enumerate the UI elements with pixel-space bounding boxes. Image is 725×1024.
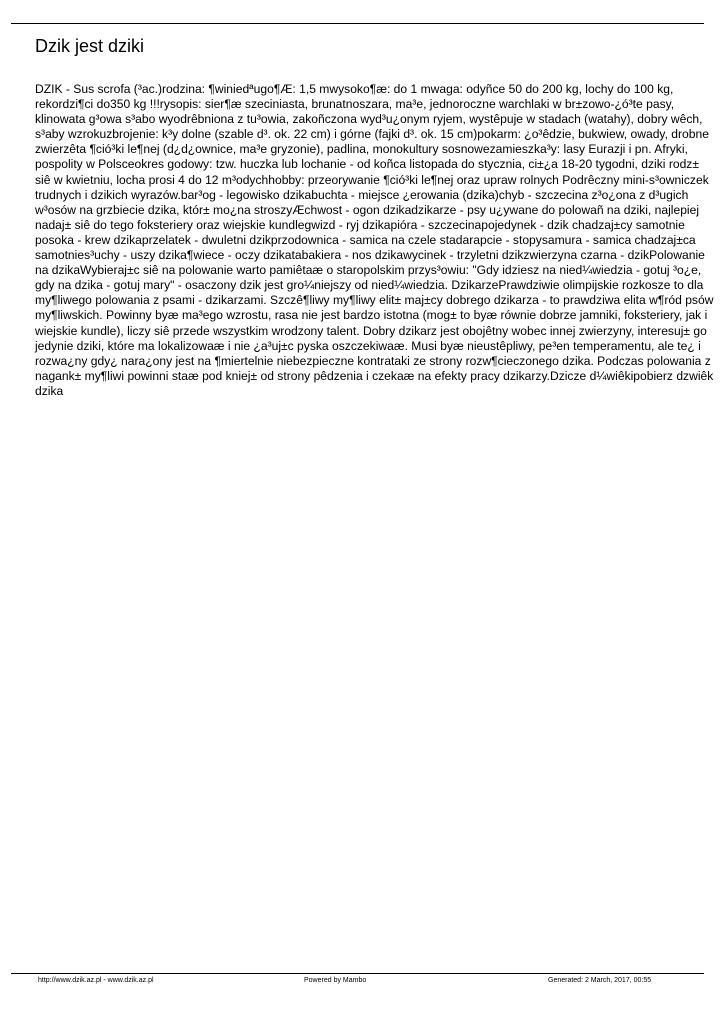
footer-site-url: http://www.dzik.az.pl - www.dzik.az.pl bbox=[38, 977, 154, 984]
footer-powered-by: Powered by Mambo bbox=[304, 977, 367, 984]
page-title: Dzik jest dziki bbox=[35, 36, 145, 56]
footer-rule bbox=[11, 973, 704, 974]
header-rule bbox=[11, 23, 704, 24]
footer-generated-date: Generated: 2 March, 2017, 00:55 bbox=[548, 977, 652, 984]
article-body: DZIK - Sus scrofa (³ac.)rodzina: ¶winiedªugo¶Æ: 1,5 mwysoko¶æ: do 1 mwaga: odyñce 50 do 200 kg, lochy do 100 kg, rekordzi¶ci do350 kg !!!rysopis: sier¶æ szeciniasta, brunatnoszara, ma³e, jednoroczne warchlaki w br±zowo-¿ó³te pasy, klinowata g³owa s³abo wyodrêbniona z tu³owia, zakoñczona wyd³u¿onym ryjem, wystêpuje w stadach (watahy), dobry wêch, s³aby wzrokuzbrojenie: k³y dolne (szable d³. ok. 22 cm) i górne (fajki d³. ok. 15 cm)pokarm: ¿o³êdzie, bukwiew, owady, drobne zwierzêta ¶ció³ki le¶nej (d¿d¿ownice, ma³e gryzonie), padlina, monokultury sosnowezamieszka³y: lasy Eurazji i pn. Afryki, pospolity w Polsceokres godowy: tzw. huczka lub lochanie - od koñca listopada do stycznia, ci±¿a 18-20 tygodni, dziki rodz± siê w kwietniu, locha prosi 4 do 12 m³odychhobby: przeorywanie ¶ció³ki le¶nej oraz upraw rolnych Podrêczny mini-s³owniczek trudnych i dzikich wyrazów.bar³og - legowisko dzikabuchta - miejsce ¿erowania (dzika)chyb - szczecina z³o¿ona z d³ugich w³osów na grzbiecie dzika, któr± mo¿na stroszyÆchwost - ogon dzikadzikarze - psy u¿ywane do polowañ na dziki, najlepiej nadaj± siê do tego foksteriery oraz wiejskie kundlegwizd - ryj dzikapióra - szczecinapojedynek - dzik chadzaj±cy samotnie posoka - krew dzikaprzelatek - dwuletni dzikprzodownica - samica na czele stadarapcie - stopysamura - samica chadzaj±ca samotnies³uchy - uszy dzika¶wiece - oczy dzikatabakiera - nos dzikawycinek - trzyletni dzikzwierzyna czarna - dzikPolowanie na dzikaWybieraj±c siê na polowanie warto pamiêtaæ o staropolskim przys³owiu: "Gdy idziesz na nied¼wiedzia - gotuj ³o¿e, gdy na dzika - gotuj mary" - osaczony dzik jest gro¼niejszy od nied¼wiedzia. DzikarzePrawdziwie olimpijskie rozkosze to dla my¶liwego polowania z psami - dzikarzami. Szczê¶liwy my¶liwy elit± maj±cy dobrego dzikarza - to prawdziwa elita w¶ród psów my¶liwskich. Powinny byæ ma³ego wzrostu, rasa nie jest bardzo istotna (mog± to byæ równie dobrze jamniki, foksteriery, jak i wiejskie kundle), liczy siê przede wszystkim wrodzony talent. Dobry dzikarz jest obojêtny wobec innej zwierzyny, interesuj± go jedynie dziki, które ma lokalizowaæ i nie ¿a³uj±c pyska oszczekiwaæ. Musi byæ nieustêpliwy, pe³en temperamentu, ale te¿ i rozwa¿ny gdy¿ nara¿ony jest na ¶miertelnie niebezpieczne kontrataki ze strony rozw¶cieczonego dzika. Podczas polowania z nagank± my¶liwi powinni staæ pod kniej± od strony pêdzenia i czekaæ na efekty pracy dzikarzy.Dzicze d¼wiêkipobierz dzwiêk dzika bbox=[35, 82, 714, 398]
